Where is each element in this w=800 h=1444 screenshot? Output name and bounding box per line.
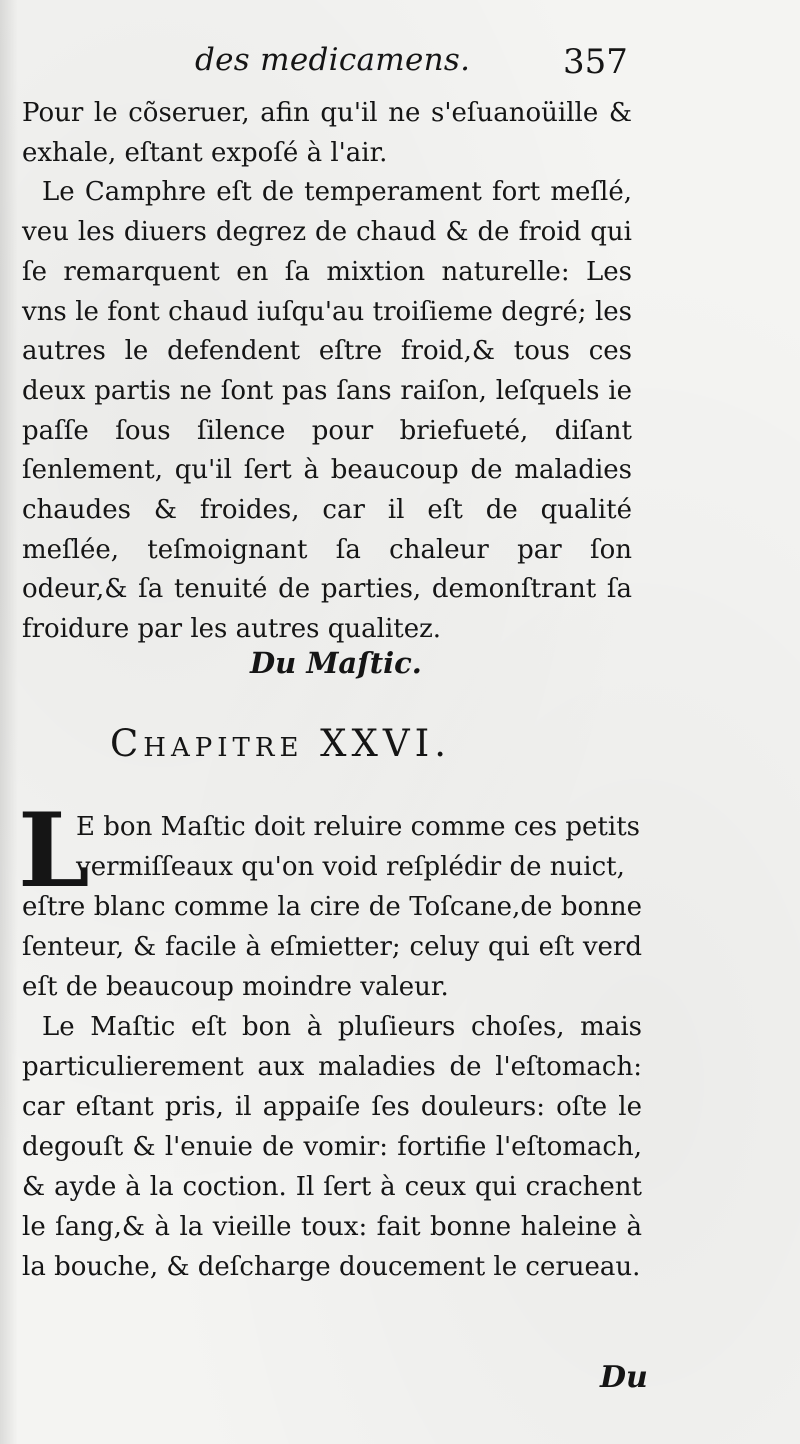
drop-cap-lines: E bon Maſtic doit reluire comme ces petits vermiſſeaux qu'on void reſplédir de nuict, <box>76 812 640 882</box>
page-number: 357 <box>563 42 628 82</box>
chapter-text-block <box>22 887 642 1287</box>
chapter-title: Chapitre XXVI. <box>110 722 451 765</box>
drop-cap: L <box>18 791 90 911</box>
paragraph-mastic-uses: Le Maſtic eſt bon à pluſieurs choſes, mais particulierement aux maladies de l'eſtomach: car eſtant pris, il appaiſe ſes douleurs: oſte le degouſt & l'enuie de vomir: fortifie l'eſtomach, & ayde à la coction. Il ſert à ceux qui crachent le ſang,& à la vieille toux: fait bonne haleine à la bouche, & deſcharge doucement le cerueau. <box>22 1012 642 1282</box>
paragraph-continuation: Pour le cõseruer, afin qu'il ne s'eſuanoüille & exhale, eſtant expoſé à l'air. <box>22 98 632 168</box>
page-gutter-shadow <box>0 0 18 1444</box>
paragraph-mastic-description: eſtre blanc comme la cire de Toſcane,de bonne ſenteur, & facile à eſmietter; celuy qui eſt verd eſt de beaucoup moindre valeur. <box>22 892 642 1002</box>
section-heading: Du Maſtic. <box>250 646 422 680</box>
paragraph-camphre: Le Camphre eſt de temperament fort meſlé, veu les diuers degrez de chaud & de froid qui ſe remarquent en ſa mixtion naturelle: Les vns le font chaud iuſqu'au troiſieme degré; les autres le defendent eſtre froid,& tous ces deux partis ne ſont pas ſans raiſon, leſquels ie paſſe ſous ſilence pour briefueté, diſant ſenlement, qu'il ſert à beaucoup de maladies chaudes & froides, car il eſt de qualité meſlée, teſmoignant ſa chaleur par ſon odeur,& ſa tenuité de parties, demonſtrant ſa froidure par les autres qualitez. <box>22 177 632 645</box>
running-head: des medicamens. <box>195 42 471 78</box>
catchword: Du <box>600 1360 648 1395</box>
top-text-block <box>22 94 632 650</box>
